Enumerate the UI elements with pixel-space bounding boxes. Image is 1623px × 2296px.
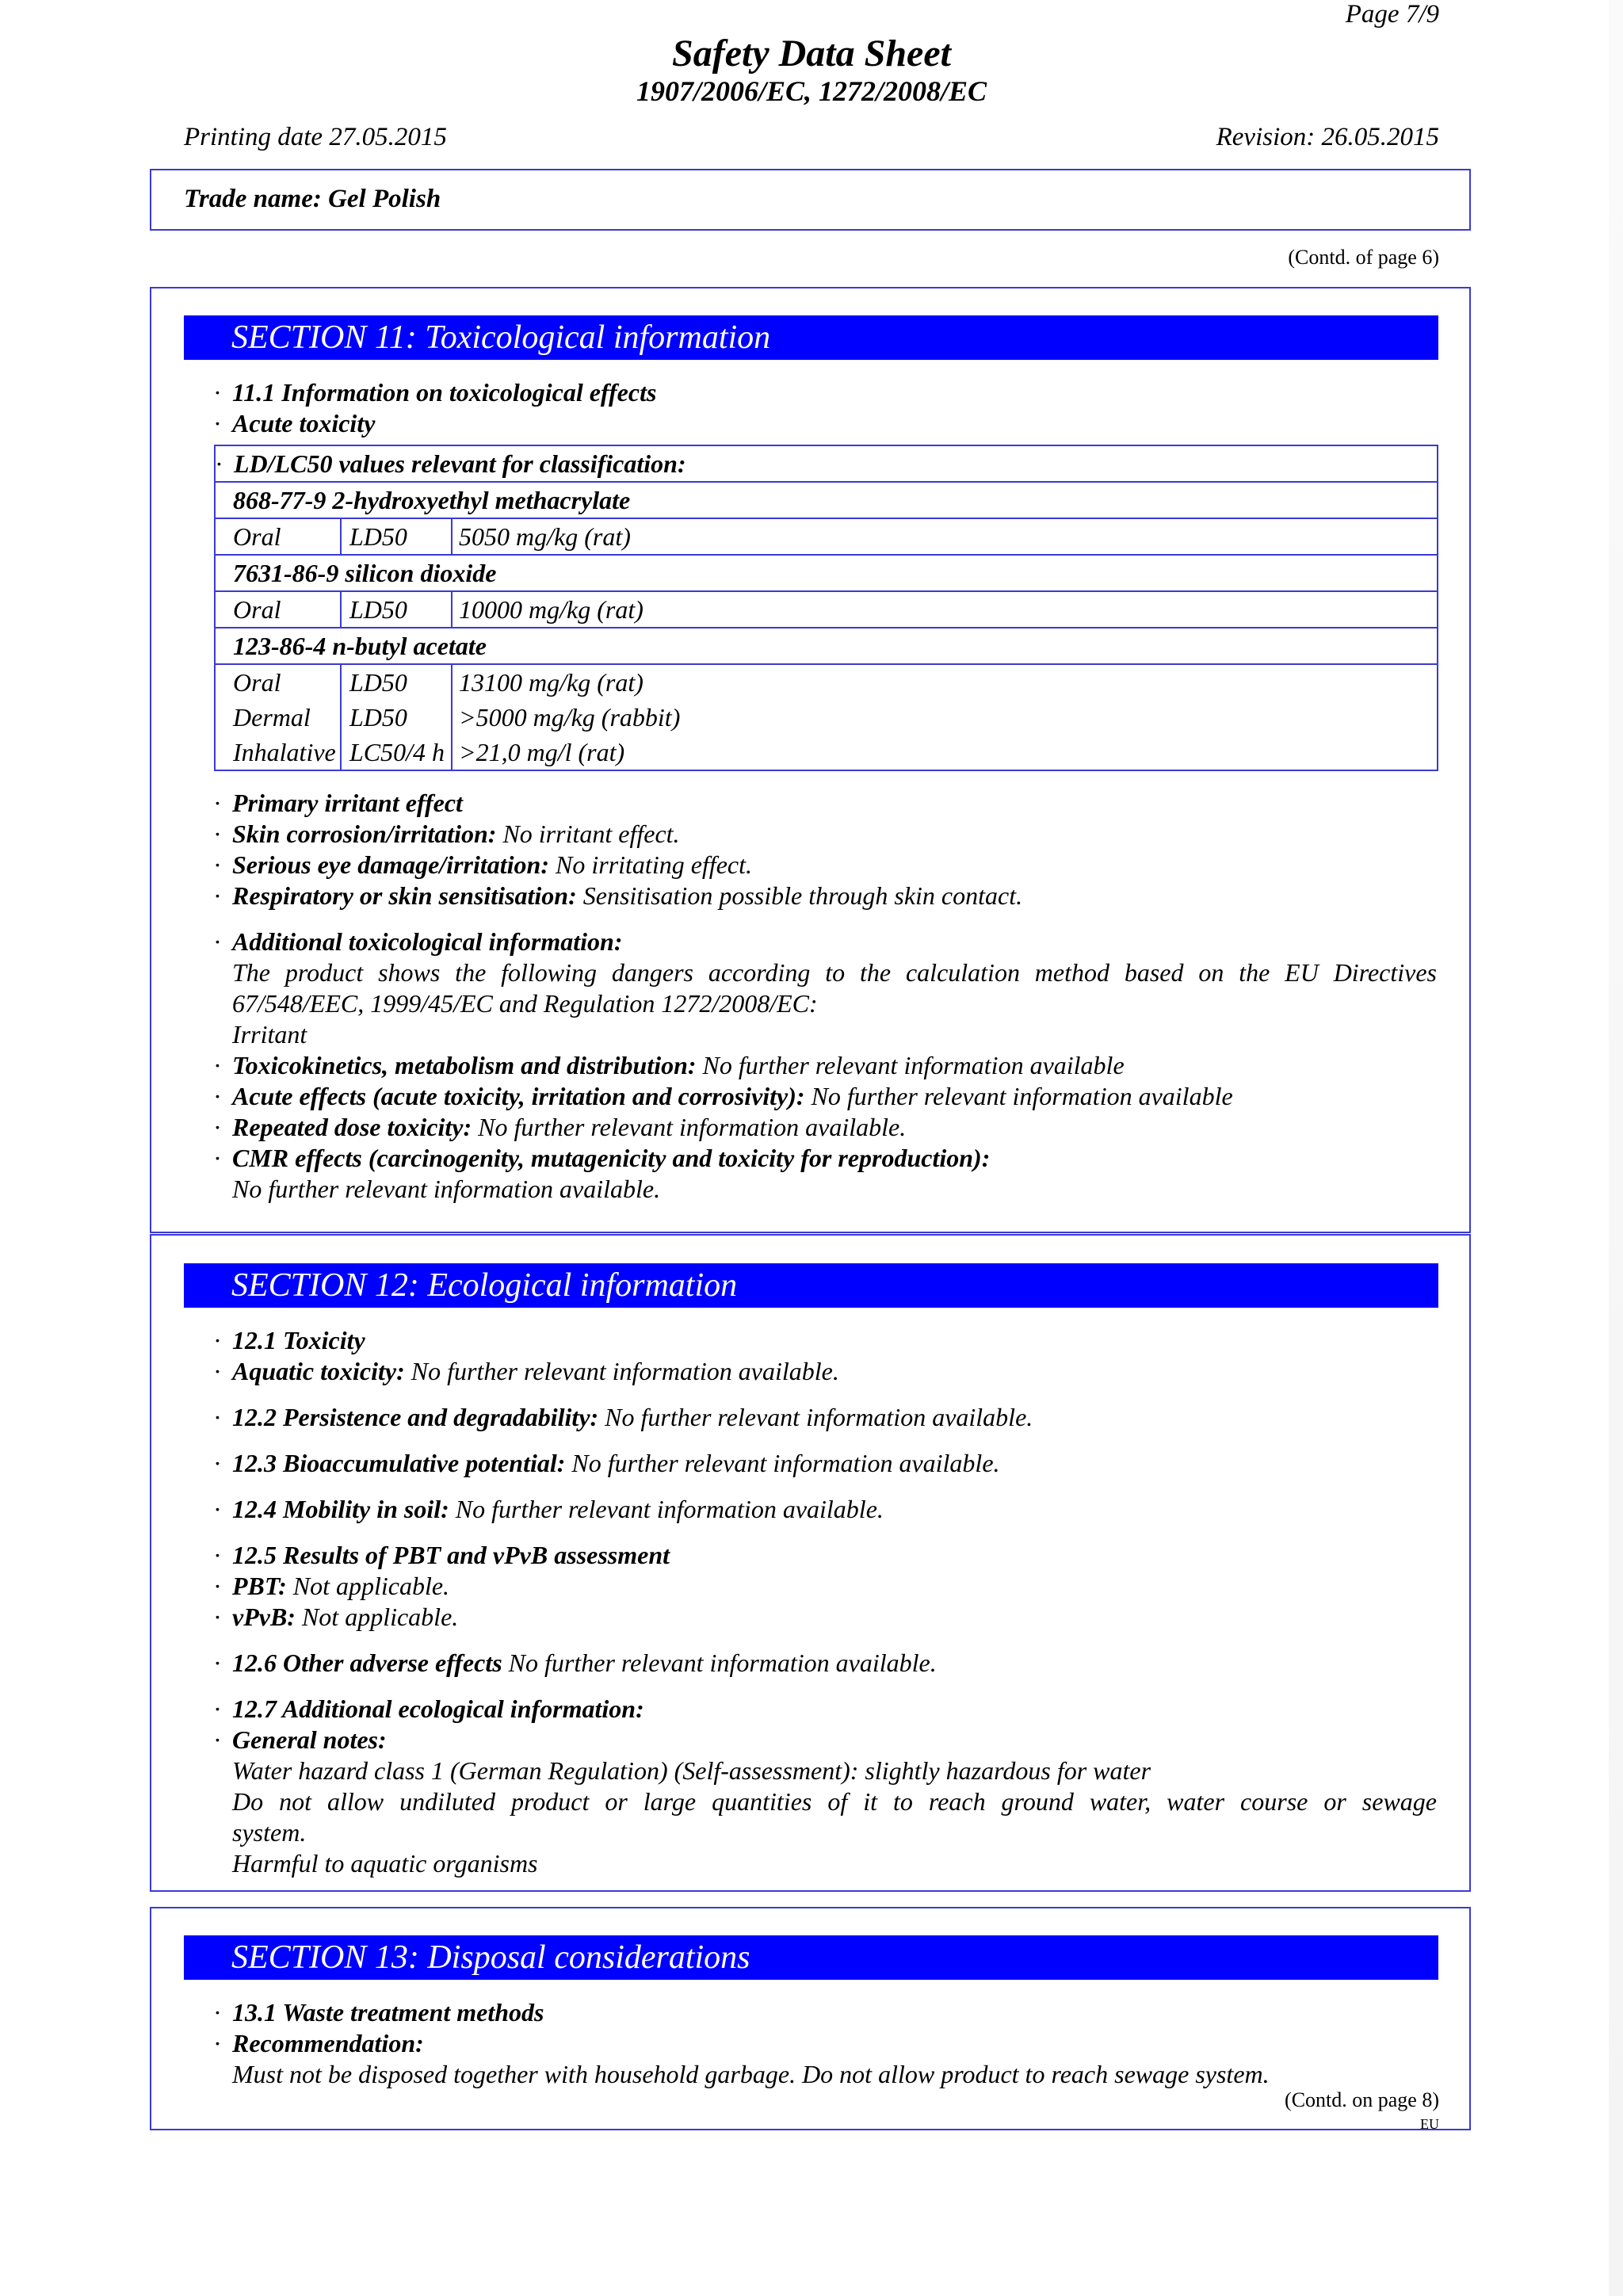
cmr-effects-value: No further relevant information available.: [232, 1175, 661, 1203]
toxicokinetics: · Toxicokinetics, metabolism and distribution: No further relevant information available: [214, 1051, 1125, 1079]
general-notes-heading: · General notes:: [214, 1725, 387, 1754]
region-mark: EU: [1420, 2116, 1439, 2132]
primary-irritant-heading: · Primary irritant effect: [214, 789, 463, 817]
route-cell: Inhalative: [215, 735, 341, 770]
type-cell: LD50: [341, 664, 452, 700]
general-note-2-cont: system.: [232, 1818, 307, 1847]
eye-damage: · Serious eye damage/irritation: No irritating effect.: [214, 850, 752, 879]
table-header: · LD/LC50 values relevant for classification:: [215, 445, 1438, 482]
table-row: [215, 664, 1438, 700]
value-cell: 13100 mg/kg (rat): [452, 664, 1438, 700]
table-row: [215, 735, 1438, 770]
persistence: · 12.2 Persistence and degradability: No further relevant information available.: [214, 1403, 1033, 1431]
revision-date: Revision: 26.05.2015: [1216, 123, 1439, 151]
route-cell: Oral: [215, 664, 341, 700]
document-subtitle: 1907/2006/EC, 1272/2008/EC: [636, 75, 987, 107]
mobility-in-soil: · 12.4 Mobility in soil: No further relevant information available.: [214, 1495, 884, 1523]
substance-name: 868-77-9 2-hydroxyethyl methacrylate: [215, 482, 1438, 518]
type-cell: LC50/4 h: [341, 735, 452, 770]
general-note-2: Do not allow undiluted product or large quantities of it to reach ground water, water course or sewage: [232, 1787, 1437, 1816]
additional-eco-heading: · 12.7 Additional ecological information:: [214, 1694, 644, 1723]
route-cell: Oral: [215, 591, 341, 628]
additional-tox-heading: · Additional toxicological information:: [214, 927, 623, 956]
route-cell: Oral: [215, 518, 341, 555]
trade-name-box: [150, 169, 1471, 231]
general-note-1: Water hazard class 1 (German Regulation) (Self-assessment): slightly hazardous for water: [232, 1756, 1151, 1785]
page-edge: [1609, 0, 1623, 2296]
repeated-dose: · Repeated dose toxicity: No further relevant information available.: [214, 1113, 907, 1141]
aquatic-toxicity: · Aquatic toxicity: No further relevant information available.: [214, 1357, 839, 1385]
printing-date: Printing date 27.05.2015: [184, 123, 447, 151]
additional-tox-text-2: 67/548/EEC, 1999/45/EC and Regulation 1272/2008/EC:: [232, 989, 818, 1018]
continued-on: (Contd. on page 8): [1285, 2088, 1439, 2111]
ld-lc50-table: [214, 445, 1438, 771]
document-title: Safety Data Sheet: [672, 32, 951, 74]
skin-corrosion: · Skin corrosion/irritation: No irritant effect.: [214, 819, 680, 848]
tox-effects-heading: · 11.1 Information on toxicological effects: [214, 378, 657, 407]
substance-name: 7631-86-9 silicon dioxide: [215, 555, 1438, 591]
respiratory-sensitisation: · Respiratory or skin sensitisation: Sensitisation possible through skin contact.: [214, 881, 1023, 910]
table-row: [215, 591, 1438, 628]
acute-toxicity-heading: · Acute toxicity: [214, 409, 376, 437]
continued-from: (Contd. of page 6): [1288, 246, 1439, 269]
value-cell: >21,0 mg/l (rat): [452, 735, 1438, 770]
route-cell: Dermal: [215, 700, 341, 735]
recommendation-text: Must not be disposed together with household garbage. Do not allow product to reach sewage system.: [232, 2060, 1270, 2088]
additional-tox-text-3: Irritant: [232, 1020, 307, 1049]
cmr-effects: · CMR effects (carcinogenity, mutagenicity and toxicity for reproduction):: [214, 1144, 991, 1172]
value-cell: >5000 mg/kg (rabbit): [452, 700, 1438, 735]
table-row: [215, 518, 1438, 555]
value-cell: 10000 mg/kg (rat): [452, 591, 1438, 628]
section-13-heading: SECTION 13: Disposal considerations: [184, 1935, 1438, 1980]
table-row: [215, 700, 1438, 735]
acute-effects: · Acute effects (acute toxicity, irritation and corrosivity): No further relevant information available: [214, 1082, 1233, 1110]
trade-name: Trade name: Gel Polish: [184, 185, 441, 213]
section-12-heading: SECTION 12: Ecological information: [184, 1263, 1438, 1308]
section-11-heading: SECTION 11: Toxicological information: [184, 315, 1438, 360]
pbt: · PBT: Not applicable.: [214, 1572, 450, 1600]
general-note-3: Harmful to aquatic organisms: [232, 1849, 538, 1878]
bioaccumulative: · 12.3 Bioaccumulative potential: No further relevant information available.: [214, 1449, 1000, 1477]
other-adverse-effects: · 12.6 Other adverse effects No further relevant information available.: [214, 1648, 937, 1677]
page-number: Page 7/9: [1345, 0, 1439, 29]
toxicity-heading: · 12.1 Toxicity: [214, 1326, 365, 1354]
substance-name: 123-86-4 n-butyl acetate: [215, 628, 1438, 664]
type-cell: LD50: [341, 700, 452, 735]
vpvb: · vPvB: Not applicable.: [214, 1603, 459, 1631]
additional-tox-text-1: The product shows the following dangers according to the calculation method based on the EU Directives: [232, 958, 1437, 987]
value-cell: 5050 mg/kg (rat): [452, 518, 1438, 555]
type-cell: LD50: [341, 518, 452, 555]
recommendation-heading: · Recommendation:: [214, 2029, 424, 2057]
pbt-heading: · 12.5 Results of PBT and vPvB assessment: [214, 1541, 670, 1569]
type-cell: LD50: [341, 591, 452, 628]
waste-treatment-heading: · 13.1 Waste treatment methods: [214, 1998, 544, 2027]
